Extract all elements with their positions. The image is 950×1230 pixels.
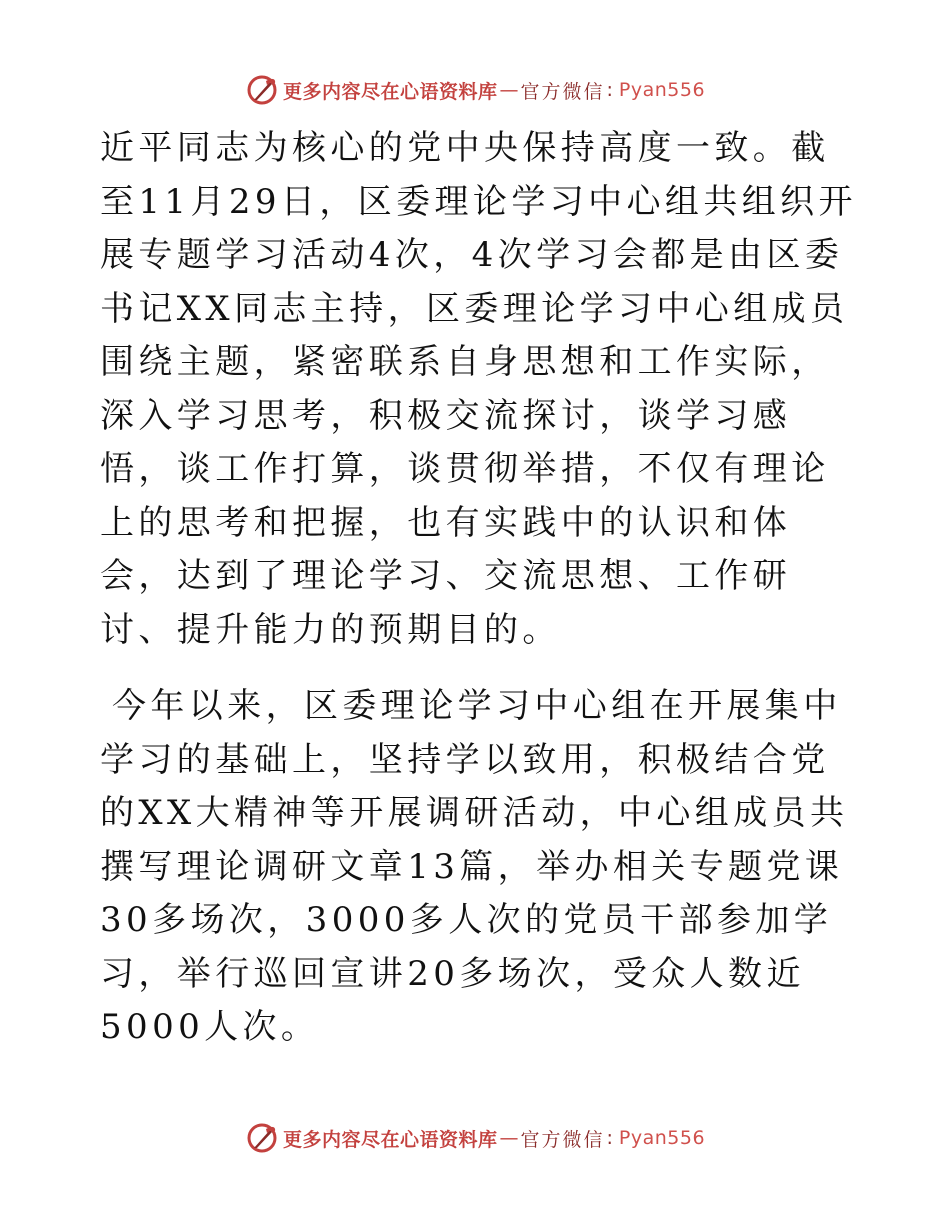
document-body [100,122,860,1055]
feather-pen-logo-icon [245,1121,279,1155]
banner-wechat-label: 官方微信 [520,1128,605,1151]
paragraph-2: 今年以来，区委理论学习中心组在开展集中学习的基础上，坚持学以致用，积极结合党的XX大精神等开展调研活动，中心组成员共撰写理论调研文章13篇，举办相关专题党课30多场次，3000多人次的党员干部参加学习，举行巡回宣讲20多场次，受众人数近5000人次。 [100,686,849,1047]
banner-dash: — [499,79,519,101]
banner-dash: — [499,1127,519,1149]
banner-separator: : [606,1127,613,1149]
feather-pen-logo-icon [245,73,279,107]
paragraph-1: 近平同志为核心的党中央保持高度一致。截至11月29日，区委理论学习中心组共组织开展专题学习活动4次，4次学习会都是由区委书记XX同志主持，区委理论学习中心组成员围绕主题，紧密联系自身思想和工作实际，深入学习思考，积极交流探讨，谈学习感悟，谈工作打算，谈贯彻举措，不仅有理论上的思考和把握，也有实践中的认识和体会，达到了理论学习、交流思想、工作研讨、提升能力的预期目的。 [100,128,857,650]
banner-wechat-label: 官方微信 [520,80,605,103]
banner-text: 更多内容尽在心语资料库 [282,80,498,103]
banner-account: Pyan556 [618,79,706,101]
header-watermark-banner [0,70,950,110]
footer-watermark-banner [0,1118,950,1158]
banner-account: Pyan556 [618,1127,706,1149]
banner-separator: : [606,79,613,101]
banner-text: 更多内容尽在心语资料库 [282,1128,498,1151]
